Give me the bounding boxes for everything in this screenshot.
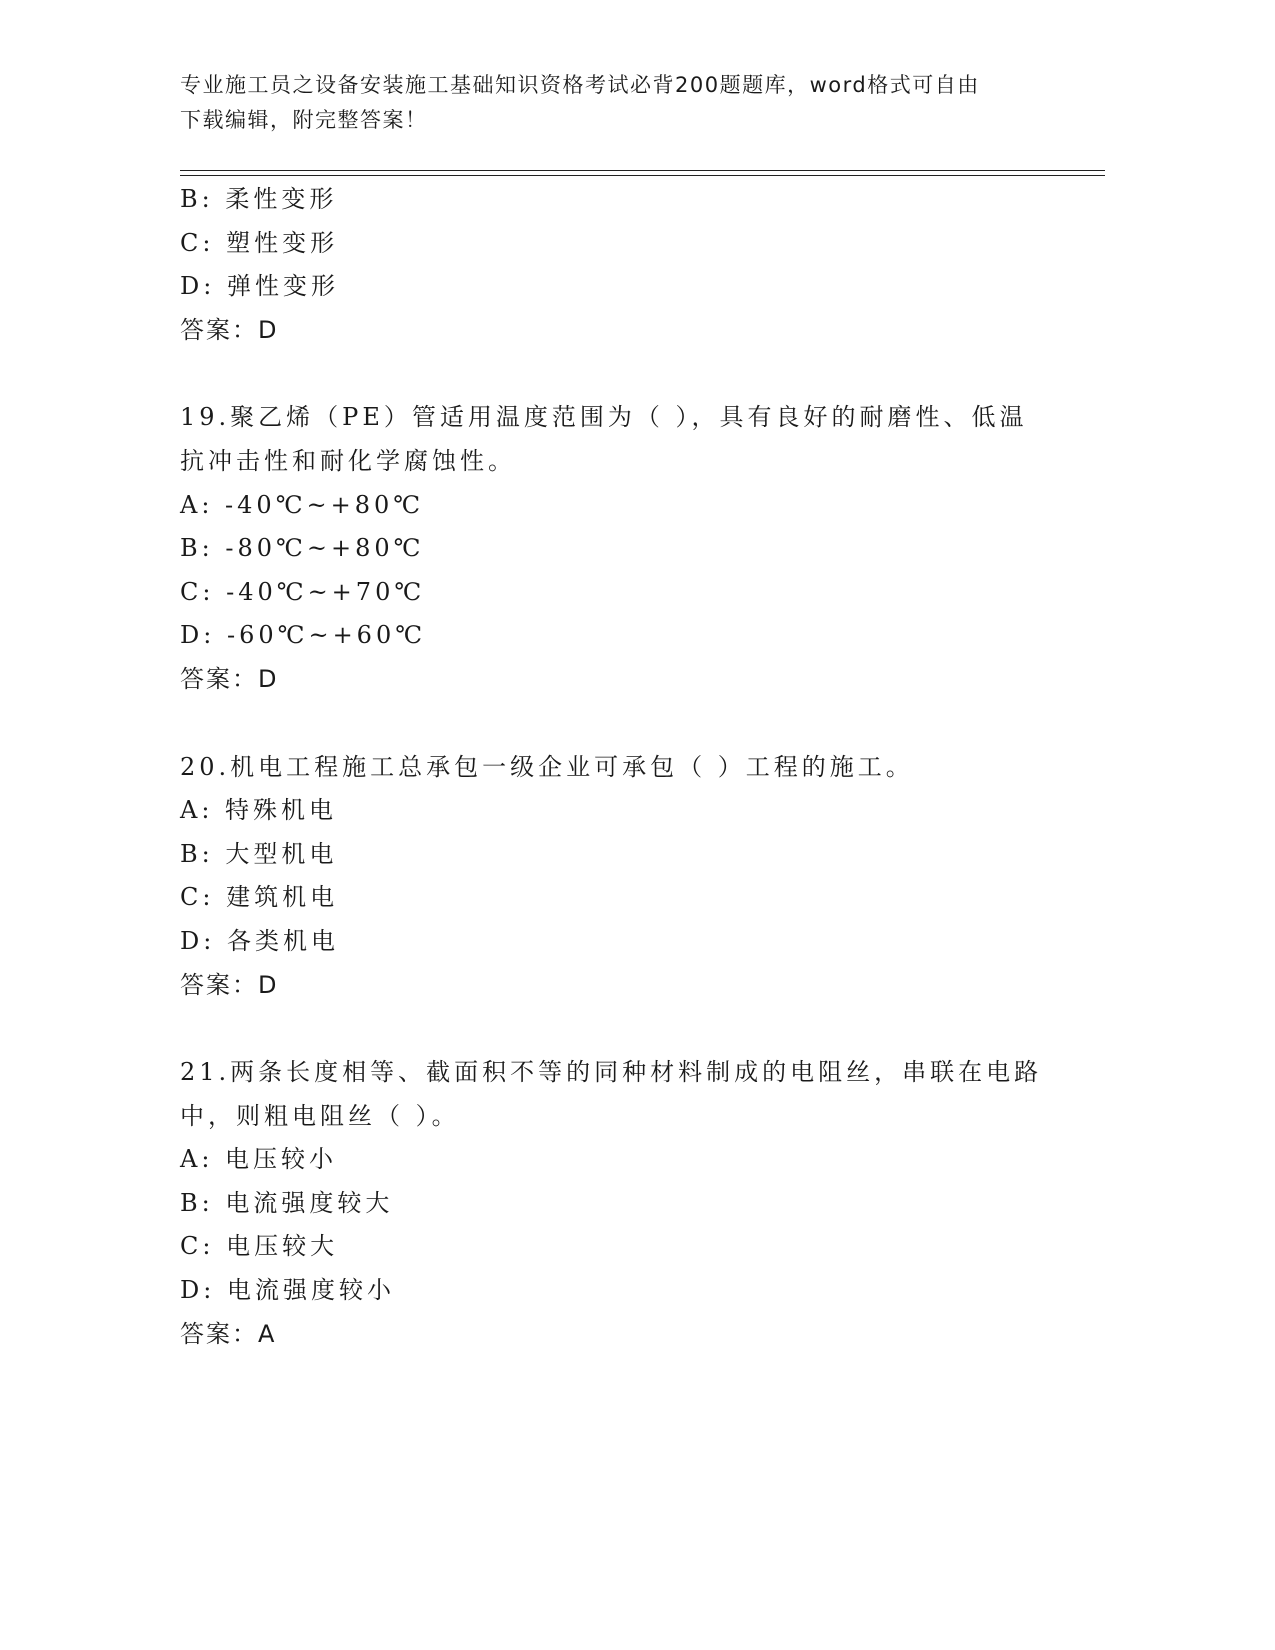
header-rule-bottom <box>180 175 1105 176</box>
q21-option-d: D: 电流强度较小 <box>180 1276 395 1305</box>
q21-option-a: A: 电压较小 <box>180 1145 338 1174</box>
q19-stem-line-1: 19.聚乙烯（PE）管适用温度范围为（ ），具有良好的耐磨性、低温 <box>180 403 1028 432</box>
spacer <box>180 1007 1040 1051</box>
question-20 <box>180 746 1040 1008</box>
q19-option-c: C: -40℃~+70℃ <box>180 577 426 606</box>
q21-answer: 答案：A <box>180 1319 277 1348</box>
q18-option-b: B: 柔性变形 <box>180 185 338 213</box>
spacer <box>180 702 1040 746</box>
q19-option-d: D: -60℃~+60℃ <box>180 621 427 650</box>
q18-option-c: C: 塑性变形 <box>180 228 339 257</box>
q21-stem-line-2: 中，则粗电阻丝（ ）。 <box>180 1101 460 1130</box>
q20-option-a: A: 特殊机电 <box>180 796 338 825</box>
q20-option-b: B: 大型机电 <box>180 839 338 868</box>
q18-answer: 答案：D <box>180 315 279 344</box>
header-line-2: 下载编辑，附完整答案！ <box>180 108 428 132</box>
q20-option-c: C: 建筑机电 <box>180 883 339 912</box>
q21-stem-line-1: 21.两条长度相等、截面积不等的同种材料制成的电阻丝，串联在电路 <box>180 1058 1043 1087</box>
q21-option-b: B: 电流强度较大 <box>180 1188 394 1217</box>
header-rule-top <box>180 170 1105 171</box>
q20-stem-line-1: 20.机电工程施工总承包一级企业可承包（ ）工程的施工。 <box>180 752 914 781</box>
q19-option-b: B: -80℃~+80℃ <box>180 534 425 563</box>
q19-answer: 答案：D <box>180 664 279 693</box>
q19-option-a: A: -40℃~+80℃ <box>180 490 425 519</box>
q20-option-d: D: 各类机电 <box>180 926 339 955</box>
header-line-1: 专业施工员之设备安装施工基础知识资格考试必背200题题库，word格式可自由 <box>180 73 980 97</box>
question-21 <box>180 1051 1043 1356</box>
q18-option-d: D: 弹性变形 <box>180 272 339 301</box>
document-header <box>180 68 1040 138</box>
question-18 <box>180 178 1040 352</box>
q21-option-c: C: 电压较大 <box>180 1232 339 1261</box>
question-19 <box>180 396 1040 701</box>
spacer <box>180 352 1040 396</box>
document-body <box>180 178 1043 1356</box>
q19-stem-line-2: 抗冲击性和耐化学腐蚀性。 <box>180 446 516 475</box>
q20-answer: 答案：D <box>180 970 279 999</box>
